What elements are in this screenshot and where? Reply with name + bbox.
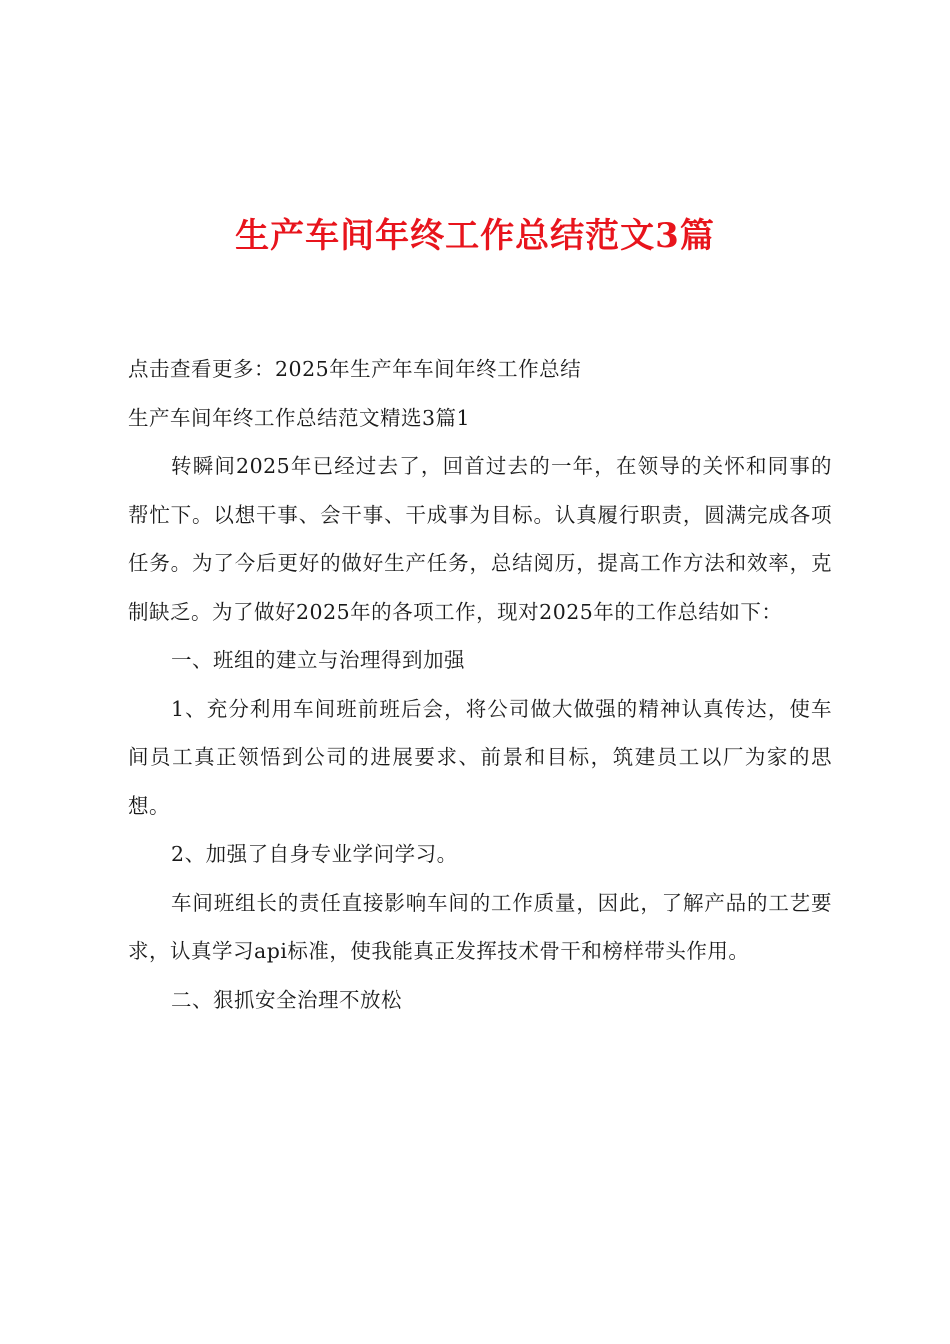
more-link-line[interactable]: 点击查看更多：2025年生产年车间年终工作总结: [128, 357, 582, 381]
paragraph-item-1: 1、充分利用车间班前班后会，将公司做大做强的精神认真传达，使车间员工真正领悟到公司的进展要求、前景和目标，筑建员工以厂为家的思想。: [128, 696, 832, 818]
paragraph-team-leader: 车间班组长的责任直接影响车间的工作质量，因此，了解产品的工艺要求，认真学习api标准，使我能真正发挥技术骨干和榜样带头作用。: [128, 890, 832, 963]
paragraph-intro: 转瞬间2025年已经过去了，回首过去的一年，在领导的关怀和同事的帮忙下。以想干事、会干事、干成事为目标。认真履行职责，圆满完成各项任务。为了今后更好的做好生产任务，总结阅历，提高工作方法和效率，克制缺乏。为了做好2025年的各项工作，现对2025年的工作总结如下：: [128, 454, 832, 624]
paragraph-item-2: 2、加强了自身专业学问学习。: [171, 842, 458, 866]
document-title: 生产车间年终工作总结范文3篇: [235, 216, 715, 256]
heading-team-building: 一、班组的建立与治理得到加强: [171, 648, 466, 672]
document-body: [128, 345, 832, 1024]
section-subtitle: 生产车间年终工作总结范文精选3篇1: [128, 405, 471, 430]
heading-safety: 二、狠抓安全治理不放松: [171, 987, 403, 1012]
